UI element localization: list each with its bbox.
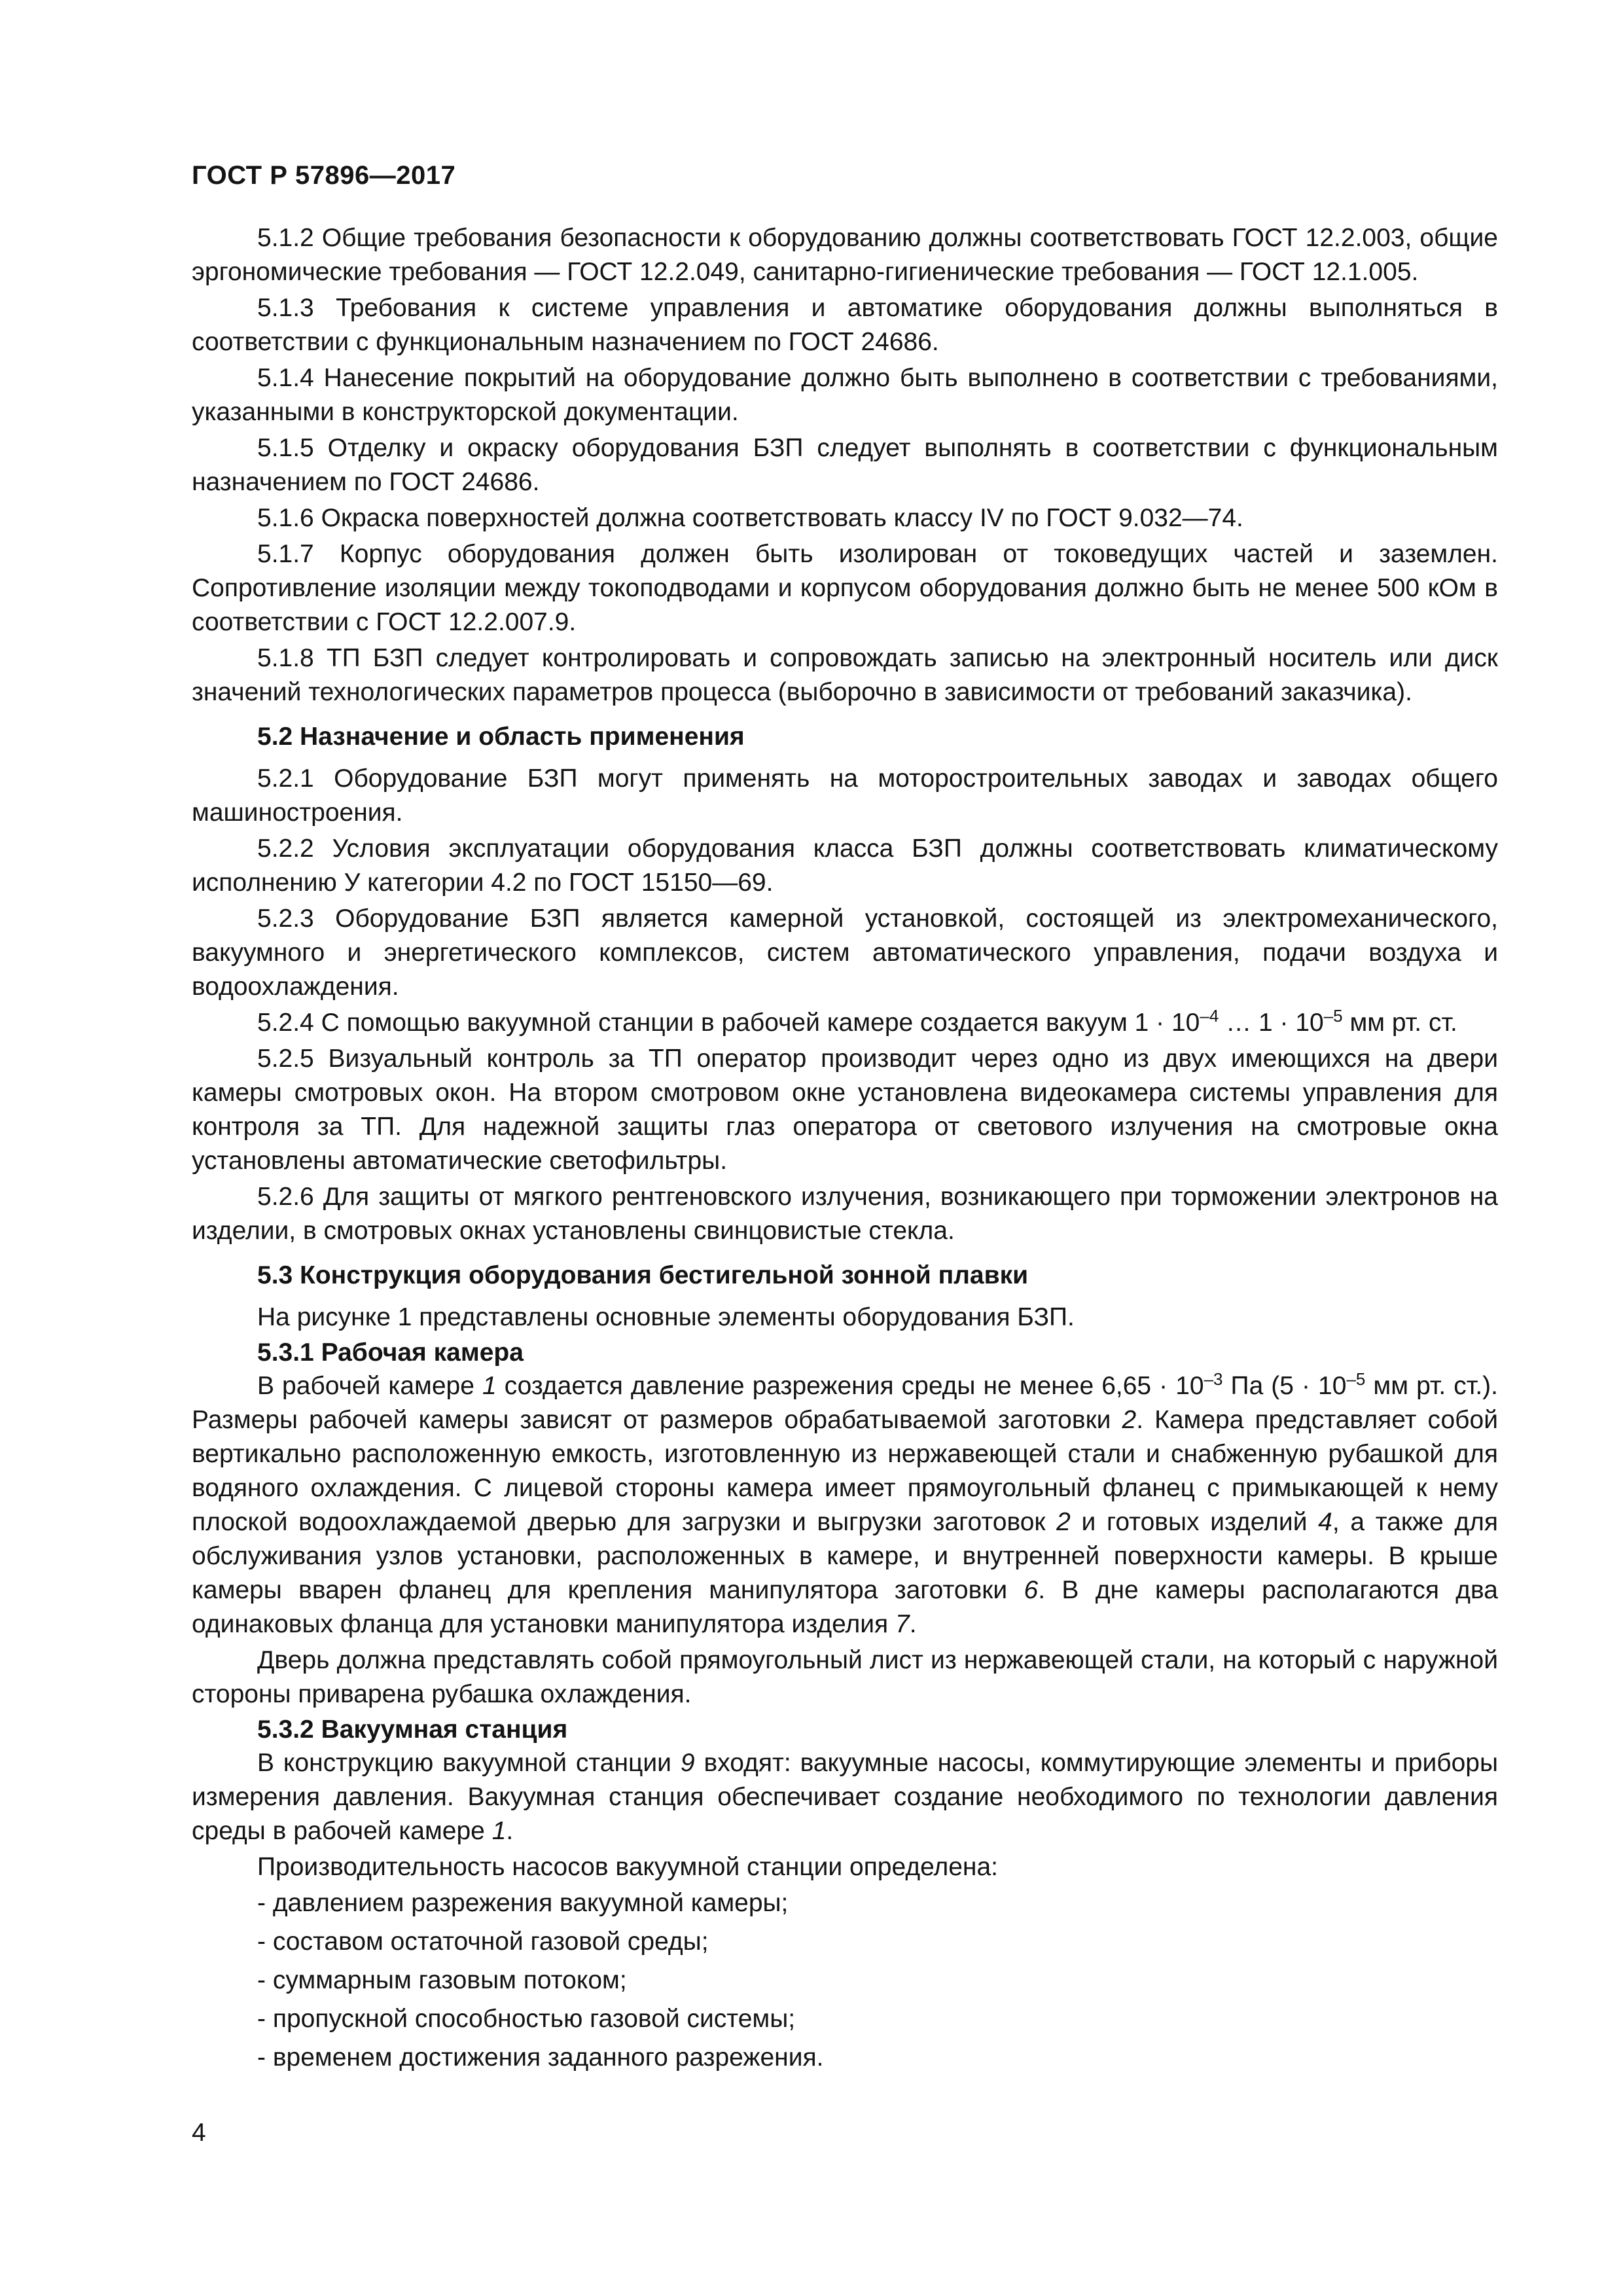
figure-ref: 2 bbox=[1122, 1406, 1137, 1434]
section-heading-5-3: 5.3 Конструкция оборудования бестигельной зонной плавки bbox=[257, 1261, 1029, 1289]
paragraph-5-1-6: 5.1.6 Окраска поверхностей должна соответствовать классу IV по ГОСТ 9.032—74. bbox=[257, 504, 1243, 532]
exponent: –3 bbox=[1204, 1369, 1223, 1389]
paragraph-5-1-5: 5.1.5 Отделку и окраску оборудования БЗП следует выполнять в соответствии с функциональным назначением по ГОСТ 24686. bbox=[192, 434, 1498, 496]
figure-ref: 7 bbox=[895, 1610, 910, 1638]
text-run: . bbox=[909, 1610, 917, 1638]
figure-ref: 2 bbox=[1056, 1508, 1071, 1536]
text-run: 5.2.4 С помощью вакуумной станции в рабочей камере создается вакуум 1 · 10 bbox=[257, 1009, 1200, 1037]
paragraph-5-2-4 bbox=[192, 1006, 1498, 1040]
exponent: –5 bbox=[1346, 1369, 1366, 1389]
text-run: мм рт. ст.). Размеры рабочей камеры зависят от размеров обрабатываемой заготовки bbox=[192, 1372, 1499, 1434]
text-run: . Камера представляет собой вертикально расположенную емкость, изготовленную из нержавеющей стали и снабженную рубашкой для водяного охлаждения. С лицевой стороны камера имеет прямоугольный фланец с примыкающей к нему плоской водоохлаждаемой дверью для загрузки и выгрузки заготовок bbox=[192, 1406, 1498, 1536]
text-run: и готовых изделий bbox=[1070, 1508, 1319, 1536]
text-run: . В дне камеры располагаются два одинаковых фланца для установки манипулятора изделия bbox=[192, 1576, 1498, 1638]
text-run: , а также для обслуживания узлов установки, расположенных в камере, и внутренней поверхности камеры. В крыше камеры вварен фланец для крепления манипулятора заготовки bbox=[192, 1508, 1498, 1604]
paragraph-5-1-2: 5.1.2 Общие требования безопасности к оборудованию должны соответствовать ГОСТ 12.2.003, общие эргономические требования — ГОСТ 12.2.049, санитарно-гигиенические требования — ГОСТ 12.1.005. bbox=[192, 224, 1498, 286]
list-item: - временем достижения заданного разрежения. bbox=[257, 2043, 824, 2072]
paragraph-5-1-4: 5.1.4 Нанесение покрытий на оборудование должно быть выполнено в соответствии с требованиями, указанными в конструкторской документации. bbox=[192, 364, 1498, 426]
paragraph-5-2-5: 5.2.5 Визуальный контроль за ТП оператор производит через одно из двух имеющихся на двери камеры смотровых окон. На втором смотровом окне установлена видеокамера системы управления для контроля за ТП. Для надежной защиты глаз оператора от светового излучения на смотровые окна установлены автоматические светофильтры. bbox=[192, 1045, 1498, 1175]
list-item: - пропускной способностью газовой системы; bbox=[257, 2005, 796, 2033]
text-run: … 1 · 10 bbox=[1219, 1009, 1324, 1037]
paragraph-performance: Производительность насосов вакуумной станции определена: bbox=[257, 1853, 998, 1881]
section-heading-5-2: 5.2 Назначение и область применения bbox=[257, 723, 745, 751]
figure-ref: 9 bbox=[680, 1749, 695, 1777]
paragraph-5-2-2: 5.2.2 Условия эксплуатации оборудования класса БЗП должны соответствовать климатическому исполнению У категории 4.2 по ГОСТ 15150—69. bbox=[192, 834, 1498, 897]
subsection-heading-5-3-2: 5.3.2 Вакуумная станция bbox=[257, 1715, 568, 1744]
paragraph-door: Дверь должна представлять собой прямоугольный лист из нержавеющей стали, на который с наружной стороны приварена рубашка охлаждения. bbox=[192, 1646, 1498, 1708]
figure-ref: 4 bbox=[1318, 1508, 1332, 1536]
paragraph-5-3-intro: На рисунке 1 представлены основные элементы оборудования БЗП. bbox=[257, 1303, 1075, 1331]
paragraph-5-1-3: 5.1.3 Требования к системе управления и автоматике оборудования должны выполняться в соответствии с функциональным назначением по ГОСТ 24686. bbox=[192, 294, 1498, 356]
document-body bbox=[192, 221, 1498, 2079]
text-run: входят: вакуумные насосы, коммутирующие элементы и приборы измерения давления. Вакуумная станция обеспечивает создание необходимого по технологии давления среды в рабочей камере bbox=[192, 1749, 1498, 1845]
document-header: ГОСТ Р 57896—2017 bbox=[192, 161, 456, 190]
list-item: - составом остаточной газовой среды; bbox=[257, 1928, 709, 1956]
figure-ref: 6 bbox=[1024, 1576, 1039, 1604]
list-item: - давлением разрежения вакуумной камеры; bbox=[257, 1889, 789, 1917]
paragraph-5-3-2 bbox=[192, 1746, 1498, 1848]
text-run: создается давление разрежения среды не менее 6,65 · 10 bbox=[496, 1372, 1204, 1400]
text-run: мм рт. ст. bbox=[1342, 1009, 1457, 1037]
text-run: . bbox=[506, 1817, 514, 1845]
page-number: 4 bbox=[192, 2119, 206, 2147]
performance-list bbox=[192, 1886, 1498, 2075]
figure-ref: 1 bbox=[482, 1372, 497, 1400]
list-item: - суммарным газовым потоком; bbox=[257, 1966, 627, 1994]
text-run: Па (5 · 10 bbox=[1222, 1372, 1347, 1400]
subsection-heading-5-3-1: 5.3.1 Рабочая камера bbox=[257, 1338, 524, 1367]
paragraph-5-1-7: 5.1.7 Корпус оборудования должен быть изолирован от токоведущих частей и заземлен. Сопротивление изоляции между токоподводами и корпусом оборудования должно быть не менее 500 кОм в соответствии с ГОСТ 12.2.007.9. bbox=[192, 540, 1498, 636]
paragraph-5-3-1 bbox=[192, 1369, 1498, 1641]
paragraph-5-2-3: 5.2.3 Оборудование БЗП является камерной установкой, состоящей из электромеханического, вакуумного и энергетического комплексов, систем автоматического управления, подачи воздуха и водоохлаждения. bbox=[192, 905, 1498, 1001]
text-run: В конструкцию вакуумной станции bbox=[257, 1749, 681, 1777]
text-run: В рабочей камере bbox=[257, 1372, 482, 1400]
figure-ref: 1 bbox=[491, 1817, 507, 1845]
exponent: –4 bbox=[1200, 1006, 1219, 1026]
exponent: –5 bbox=[1323, 1006, 1343, 1026]
paragraph-5-2-1: 5.2.1 Оборудование БЗП могут применять на моторостроительных заводах и заводах общего машиностроения. bbox=[192, 764, 1498, 827]
paragraph-5-1-8: 5.1.8 ТП БЗП следует контролировать и сопровождать записью на электронный носитель или диск значений технологических параметров процесса (выборочно в зависимости от требований заказчика). bbox=[192, 644, 1498, 706]
paragraph-5-2-6: 5.2.6 Для защиты от мягкого рентгеновского излучения, возникающего при торможении электронов на изделии, в смотровых окнах установлены свинцовистые стекла. bbox=[192, 1183, 1498, 1245]
